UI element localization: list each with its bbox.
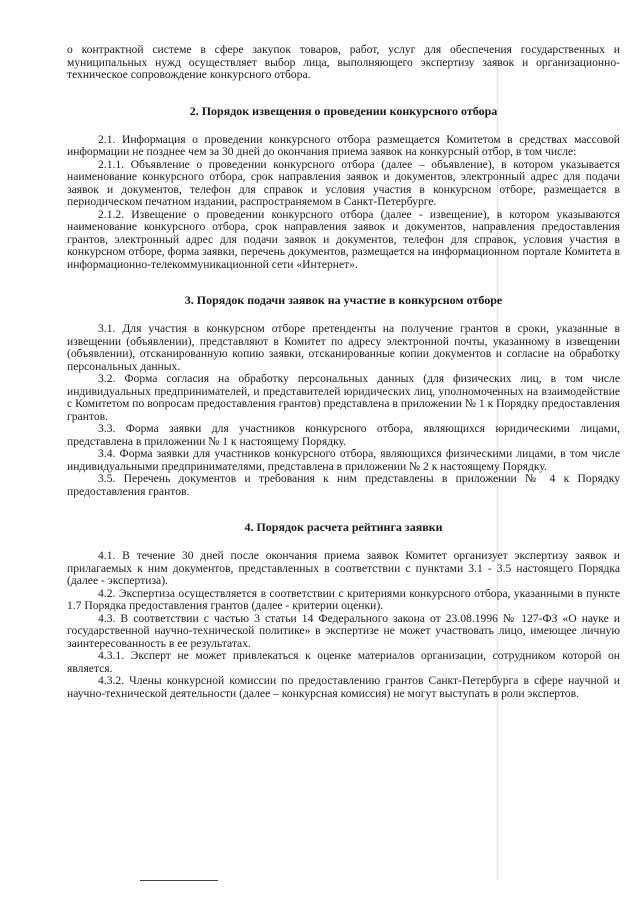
paragraph-4-3: 4.3. В соответствии с частью 3 статьи 14 Федерального закона от 23.08.1996 № 127-ФЗ «О науке и государственной научно-технической политике» в экспертизе не может участвовать лицо, имеющее личную заинтересованность в ее результатах. xyxy=(67,611,620,650)
paragraph-2-1: 2.1. Информация о проведении конкурсного отбора размещается Комитетом в средствах массовой информации не позднее чем за 30 дней до окончания приема заявок на конкурсный отбор, в том числе: xyxy=(67,132,620,158)
paragraph-4-3-1: 4.3.1. Эксперт не может привлекаться к оценке материалов организации, сотрудником которой он является. xyxy=(67,649,620,675)
paragraph-3-3: 3.3. Форма заявки для участников конкурсного отбора, являющихся юридическими лицами, представлена в приложении № 1 к настоящему Порядку. xyxy=(67,422,620,448)
intro-paragraph: о контрактной системе в сфере закупок товаров, работ, услуг для обеспечения государственных и муниципальных нужд осуществляет выбор лица, выполняющего экспертизу заявок и организационно-техническое сопровождение конкурсного отбора. xyxy=(67,43,620,81)
footnote-separator xyxy=(140,880,218,881)
paragraph-3-4: 3.4. Форма заявки для участников конкурсного отбора, являющихся физическими лицами, в том числе индивидуальными предпринимателями, представлена в приложении № 2 к настоящему Порядку. xyxy=(67,447,620,473)
paragraph-2-1-2: 2.1.2. Извещение о проведении конкурсного отбора (далее - извещение), в котором указываются наименование конкурсного отбора, срок направления заявок и документов, направления предоставления грантов, электронный адрес для подачи заявок и документов, телефон для справок, условия участия в конкурсном отборе, форма заявки, перечень документов, размещается на информационном портале Комитета в информационно-телекоммуникационной сети «Интернет». xyxy=(67,207,620,271)
section-2-title: 2. Порядок извещения о проведении конкурсного отбора xyxy=(189,103,498,118)
section-3-title: 3. Порядок подачи заявок на участие в конкурсном отборе xyxy=(184,293,503,307)
paragraph-3-2: 3.2. Форма согласия на обработку персональных данных (для физических лиц, в том числе индивидуальных предпринимателей, и представителей юридических лиц, уполномоченных на взаимодействие с Комитетом по вопросам предоставления грантов) представлена в приложении № 1 к Порядку предоставления грантов. xyxy=(67,372,620,423)
section-4-title: 4. Порядок расчета рейтинга заявки xyxy=(244,520,443,534)
paragraph-4-2: 4.2. Экспертиза осуществляется в соответствии с критериями конкурсного отбора, указанными в пункте 1.7 Порядка предоставления грантов (далее - критерии оценки). xyxy=(67,586,620,612)
paragraph-2-1-1: 2.1.1. Объявление о проведении конкурсного отбора (далее – объявление), в котором указывается наименование конкурсного отбора, срок направления заявок и документов, электронный адрес для подачи заявок и документов, телефон для справок и условия участия в конкурсном отборе, размещается в периодическом печатном издании, распространяемом в Санкт-Петербурге. xyxy=(67,157,620,208)
paragraph-4-1: 4.1. В течение 30 дней после окончания приема заявок Комитет организует экспертизу заявок и прилагаемых к ним документов, представленных в соответствии с пунктами 3.1 - 3.5 настоящего Порядка (далее - экспертиза). xyxy=(67,549,620,587)
document-body xyxy=(67,44,620,700)
paragraph-4-3-2: 4.3.2. Члены конкурсной комиссии по предоставлению грантов Санкт-Петербурга в сфере научной и научно-технической деятельности (далее – конкурсная комиссия) не могут выступать в роли экспертов. xyxy=(67,674,620,700)
paragraph-3-1: 3.1. Для участия в конкурсном отборе претенденты на получение грантов в сроки, указанные в извещении (объявлении), представляют в Комитет по адресу электронной почты, указанному в извещении (объявлении), отсканированную копию заявки, отсканированные копии документов и согласие на обработку персональных данных. xyxy=(67,322,620,373)
paragraph-3-5: 3.5. Перечень документов и требования к ним представлены в приложении № 4 к Порядку предоставления грантов. xyxy=(67,472,620,498)
